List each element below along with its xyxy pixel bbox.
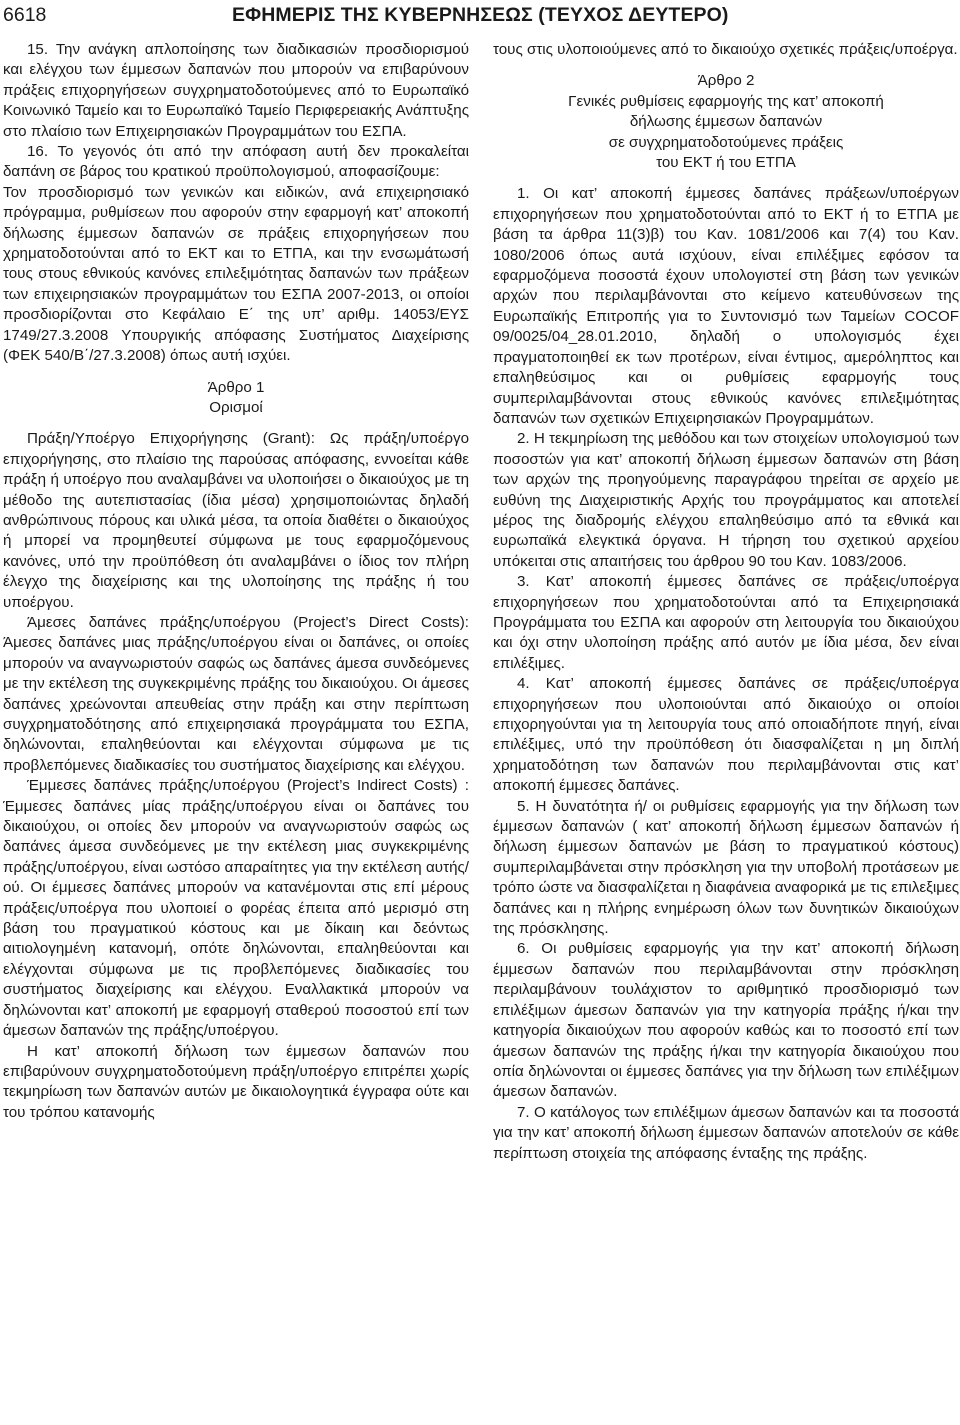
definition-grant: Πράξη/Υποέργο Επιχορήγησης (Grant): Ως πράξη/υποέργο επιχορήγησης, στο πλαίσιο της παρούσας απόφασης, εννοείται κάθε πράξη ή υποέργο που αναλαμβάνει να υλοποιήσει ο δικαιούχος με τη μέθοδο της αυτεπιστασίας (ίδια μέσα) χρησιμοποιώντας δηλαδή ανθρώπινους πόρους και υλικά μέσα, τα οποία διαθέτει ο δικαιούχος ή μπορεί να προμηθευτεί σύμφωνα με τους εφαρμοζόμενους κανόνες, υπό την προϋπόθεση ότι αναλαμβάνει ο ίδιος τον πλήρη έλεγχο της διαχείρισης και της υλοποίησης της πράξης ή του υποέργου.	[3, 430, 469, 611]
definition-indirect-costs: Έμμεσες δαπάνες πράξης/υποέργου (Project’s Indirect Costs) : Έμμεσες δαπάνες μίας πράξης/υποέργου είναι οι δαπάνες του δικαιούχου, οι οποίες δεν μπορούν να αναγνωριστούν σαφώς ως δαπάνες άμεσα συνδεόμενες με την εκτέλεση μιας συγκεκριμένης πράξης/υποέργου, είναι ωστόσο απαραίτητες για την εκτέλεση αυτής/ού. Οι έμμεσες δαπάνες μπορούν να κατανέμονται στις επί μέρους πράξεις/υποέργα που υλοποιεί ο φορέας έπειτα από μερισμό στη βάση του πραγματικού κόστους και με δίκαιη και δεόντως αιτιολογημένη κατανομή, οπότε δηλώνονται, επαληθεύονται και ελέγχονται σύμφωνα με τις προβλεπόμενες διαδικασίες του συστήματος διαχείρισης και ελέγχου. Εναλλακτικά μπορούν να δηλώνονται κατ’ αποκοπή με εφαρμογή σταθερού ποσοστού επί των άμεσων δαπανών της πράξης/υποέργου.	[3, 777, 469, 1040]
paragraph-16: 16. Το γεγονός ότι από την απόφαση αυτή δεν προκαλείται δαπάνη σε βάρος του κρατικού προϋπολογισμού, αποφασίζουμε:	[3, 143, 469, 181]
article-1-title: Άρθρο 1	[207, 378, 265, 396]
page-number: 6618	[3, 4, 47, 26]
article-2-paragraph-6: 6. Οι ρυθμίσεις εφαρμογής για την κατ’ αποκοπή δήλωση έμμεσων δαπανών που περιλαμβάνονται στην πρόσκληση περιλαμβάνουν τουλάχιστον το αριθμητικό προσδιορισμό των επιλέξιμων άμεσων δαπανών για την κατηγορία πράξης ή/και την κατηγορία δικαιούχων που αφορούν καθώς και το ποσοστό επί των άμεσων δαπανών της πράξης ή/και την κατηγορία δικαιούχου που οπία δηλώνονται οι έμμεσες δαπάνες για την δήλωση των επιλέξιμων άμεσων δαπανών.	[493, 940, 959, 1101]
left-column	[3, 40, 469, 1123]
article-2-paragraph-2: 2. Η τεκμηρίωση της μεθόδου και των στοιχείων υπολογισμού των ποσοστών για κατ’ αποκοπή δήλωση έμμεσων δαπανών στη βάση των αρχών της προηγούμενης παραγράφου τηρείται σε αρχείο με ευθύνη της Διαχειριστικής Αρχής του προγράμματος και αποτελεί μέρος της διαδρομής ελέγχου επαληθεύσιμο από τα εθνικά και ευρωπαϊκά ελεγκτικά όργανα. Η τήρηση του σχετικού αρχείου υπόκειται στις απαιτήσεις του άρθρου 90 του Καν. 1083/2006.	[493, 430, 959, 570]
page-header	[0, 0, 960, 34]
article-2-title: Άρθρο 2	[697, 72, 755, 90]
article-2-paragraph-1: 1. Οι κατ’ αποκοπή έμμεσες δαπάνες πράξεων/υποέργων επιχορηγήσεων που χρηματοδοτούνται από το ΕΚΤ ή το ΕΤΠΑ με βάση τα άρθρα 11(3)β) του Καν. 1081/2006 και 7(4) του Καν. 1080/2006 όπως αυτά ισχύουν, είναι επιλέξιμες εφόσον τα εφαρμοζόμενα ποσοστά έχουν υπολογιστεί στη βάση των γενικών αρχών που περιλαμβάνονται στο κείμενο κατευθύνσεων της Ευρωπαϊκής Επιτροπής για το Συντονισμό των Ταμείων COCOF 09/0025/04_28.01.2010, δηλαδή ο υπολογισμός έχει πραγματοποιηθεί εκ των προτέρων, είναι έντιμος, αμερόληπτος και επαληθεύσιμος και οι ρυθμίσεις εφαρμογής τους συμπεριλαμβάνονται στους εθνικούς κανόνες επιλεξιμότητας δαπανών των σχετικών Επιχειρησιακών Προγραμμάτων.	[493, 185, 959, 427]
article-2-subtitle-line-2: δήλωσης έμμεσων δαπανών	[629, 113, 823, 131]
right-column	[493, 40, 959, 1164]
article-2-subtitle-line-4: του ΕΚΤ ή του ΕΤΠΑ	[656, 154, 796, 172]
article-1-subtitle: Ορισμοί	[209, 398, 263, 416]
continuation-text: τους στις υλοποιούμενες από το δικαιούχο σχετικές πράξεις/υποέργα.	[493, 41, 958, 58]
article-2-paragraph-4: 4. Κατ’ αποκοπή έμμεσες δαπάνες σε πράξεις/υποέργα επιχορηγήσεων που υλοποιούνται από δικαιούχο οι οποίοι επιχορηγούνται για τη λειτουργία τους από οποιαδήποτε πηγή, είναι επιλέξιμες, υπό την προϋπόθεση ότι διασφαλίζεται η μη διπλή χρηματοδότηση των δαπανών που περιλαμβάνονται στις κατ’ αποκοπή έμμεσες δαπάνες.	[493, 675, 959, 795]
article-2-paragraph-3: 3. Κατ’ αποκοπή έμμεσες δαπάνες σε πράξεις/υποέργα επιχορηγήσεων που χρηματοδοτούνται από τα Επιχειρησιακά Προγράμματα του ΕΣΠΑ και αφορούν στη λειτουργία του δικαιούχου και όχι στην υλοποίηση πράξης από αυτόν με ίδια μέσα, δεν είναι επιλέξιμες.	[493, 573, 959, 672]
article-2-paragraph-5: 5. Η δυνατότητα ή/ οι ρυθμίσεις εφαρμογής για την δήλωση των έμμεσων δαπανών ( κατ’ αποκοπή δήλωση έμμεσων δαπανών ή δήλωση έμμεσων δαπανών με βάση το πραγματικού κόστους) συμπεριλαμβάνεται στην πρόσκληση για την υποβολή προτάσεων με τρόπο ώστε να διασφαλίζεται η διαφάνεια αναφορικά με τις επιλεξιμες δαπάνες και η πλήρης ενημέρωση όλων των δυνητικών δικαιούχων της πρόσκλησης.	[493, 797, 959, 938]
article-2-paragraph-7: 7. Ο κατάλογος των επιλέξιμων άμεσων δαπανών και τα ποσοστά για την κατ’ αποκοπή δήλωση έμμεσων δαπανών αποτελούν σε κάθε περίπτωση στοιχεία της απόφασης ένταξης της πράξης.	[493, 1103, 959, 1162]
paragraph-15: 15. Την ανάγκη απλοποίησης των διαδικασιών προσδιορισμού και ελέγχου των έμμεσων δαπανών που μπορούν να επιβαρύνουν πράξεις επιχορηγήσεων συγχρηματοδοτούμενες από το Ευρωπαϊκό Κοινωνικό Ταμείο και το Ευρωπαϊκό Ταμείο Περιφερειακής Ανάπτυξης στο πλαίσιο των Επιχειρησιακών Προγραμμάτων του ΕΣΠΑ.	[3, 41, 469, 140]
definition-direct-costs: Άμεσες δαπάνες πράξης/υποέργου (Project’s Direct Costs): Άμεσες δαπάνες μιας πράξης/υποέργου είναι οι δαπάνες, οι οποίες μπορούν να αναγνωριστούν σαφώς ως δαπάνες άμεσα συνδεόμενες με την εκτέλεση της συγκεκριμένης πράξης του δικαιούχου. Οι άμεσες δαπάνες χρεώνονται απευθείας στην πράξη και στην περίπτωση συγχρηματοδότησης από επιχειρησιακά προγράμματα του ΕΣΠΑ, δηλώνονται, επαληθεύονται και ελέγχονται σύμφωνα με τις προβλεπόμενες διαδικασίες του συστήματος διαχείρισης και ελέγχου.	[3, 613, 469, 774]
article-2-subtitle-line-1: Γενικές ρυθμίσεις εφαρμογής της κατ’ αποκοπή	[568, 92, 884, 110]
definition-flat-rate: Η κατ’ αποκοπή δήλωση των έμμεσων δαπανών που επιβαρύνουν συγχρηματοδοτούμενη πράξη/υποέργο επιτρέπει χωρίς τεκμηρίωση των δαπανών αυτών με δικαιολογητικά έγγραφα ούτε και του τρόπου κατανομής	[3, 1042, 469, 1121]
article-2-subtitle-line-3: σε συγχρηματοδοτούμενες πράξεις	[608, 133, 844, 151]
decision-text: Τον προσδιορισμό των γενικών και ειδικών, ανά επιχειρησιακό πρόγραμμα, ρυθμίσεων που αφορούν στην εφαρμογή κατ’ αποκοπή δήλωσης έμμεσων δαπανών σε πράξεις επιχορηγήσεων που χρηματοδοτούνται από το ΕΚΤ και το ΕΤΠΑ, και την ενσωμάτωσή τους στους εθνικούς κανόνες επιλεξιμότητας δαπανών των πράξεων των επιχειρησιακών προγραμμάτων του ΕΣΠΑ 2007-2013, οι οποίοι προσδιορίζονται στο Κεφάλαιο Ε΄ της υπ’ αριθμ. 14053/ΕΥΣ 1749/27.3.2008 Υπουργικής απόφασης Συστήματος Διαχείρισης (ΦΕΚ 540/Β΄/27.3.2008) όπως αυτή ισχύει.	[3, 183, 469, 365]
gazette-title: ΕΦΗΜΕΡΙΣ ΤΗΣ ΚΥΒΕΡΝΗΣΕΩΣ (ΤΕΥΧΟΣ ΔΕΥΤΕΡΟ)	[232, 4, 729, 26]
